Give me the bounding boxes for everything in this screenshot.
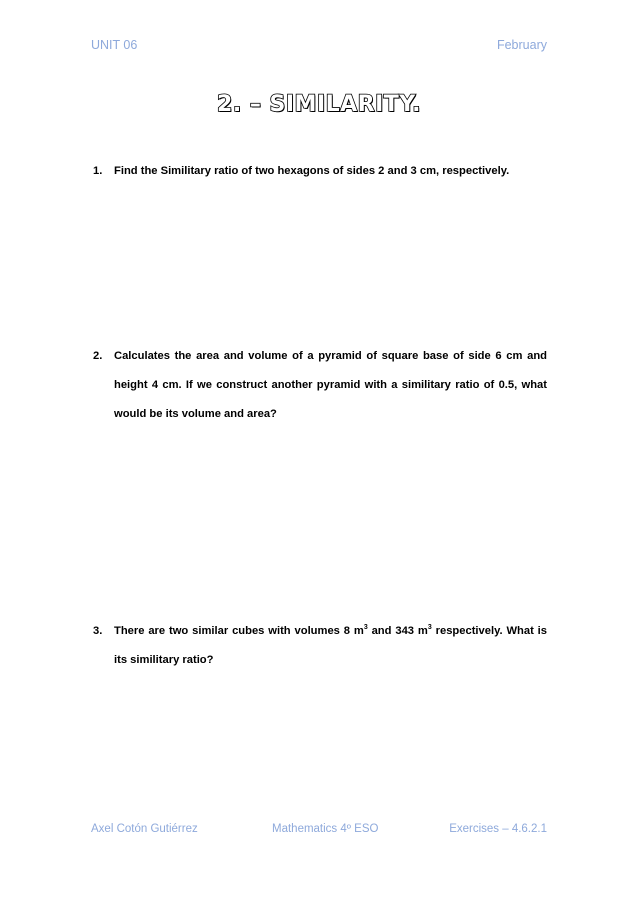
exercise-text-part: and 343 m xyxy=(367,625,428,637)
footer-exercise-code: Exercises – 4.6.2.1 xyxy=(449,823,547,835)
exercise-text: Find the Similitary ratio of two hexagons of sides 2 and 3 cm, respectively. xyxy=(114,165,510,177)
exercise-number: 2. xyxy=(93,350,103,362)
exercise-text: Calculates the area and volume of a pyramid of square base of side 6 cm and height 4 cm. If we construct another pyramid with a similitary ratio of 0.5, what would be its volume and area? xyxy=(114,350,547,420)
exercise-2 xyxy=(93,342,547,429)
header-month: February xyxy=(496,38,547,52)
exercise-text-part: respectively. What is its similitary ratio? xyxy=(114,625,547,666)
exercise-number: 3. xyxy=(93,625,103,637)
superscript: 3 xyxy=(363,624,368,631)
exercise-1 xyxy=(93,157,547,186)
page-title: 2. – SIMILARITY. xyxy=(217,92,421,117)
exercise-text xyxy=(114,617,547,675)
footer-subject: Mathematics 4º ESO xyxy=(272,823,379,835)
superscript: 3 xyxy=(427,624,432,631)
footer-author: Axel Cotón Gutiérrez xyxy=(91,823,198,835)
exercise-number: 1. xyxy=(93,165,103,177)
header-unit: UNIT 06 xyxy=(91,38,138,52)
exercise-text-part: There are two similar cubes with volumes 8 m xyxy=(114,625,364,637)
page-title-container xyxy=(0,92,638,117)
exercise-3 xyxy=(93,617,547,675)
